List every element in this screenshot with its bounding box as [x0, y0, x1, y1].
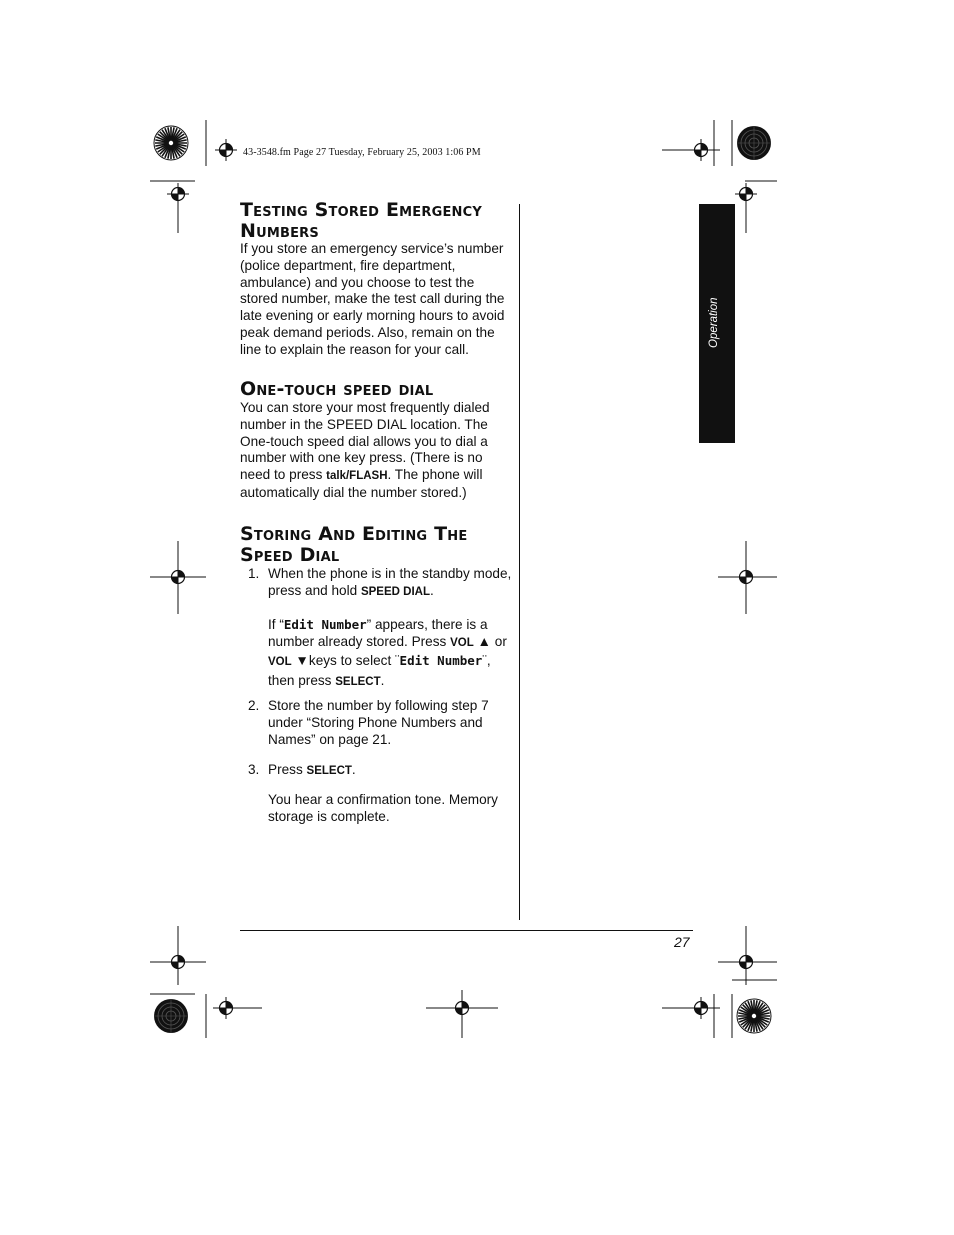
one-touch-text-a: You can store your most frequently dialed number in the SPEED DIAL location. The One-touch speed dial allows you to dial a number with one key press. (There is no need to press [240, 400, 490, 483]
step-2-number: 2. [248, 698, 260, 713]
step-3-number: 3. [248, 762, 260, 777]
step-1-text [268, 565, 515, 601]
select-key-2: SELECT [306, 765, 352, 777]
step-3-note: You hear a confirmation tone. Memory storage is complete. [268, 792, 498, 825]
step-1 [240, 565, 515, 601]
talk-flash-key: talk/FLASH [326, 470, 388, 483]
step-2 [240, 697, 515, 749]
step-3-text [268, 761, 515, 780]
arrow-down-icon: ▼ [295, 653, 309, 669]
step-1-text-a: When the phone is in the standby mode, press and hold [268, 566, 512, 599]
note-text-2: ” appears, there is a number already stored. Press [268, 617, 488, 650]
step-1-number: 1. [248, 566, 260, 581]
heading-testing-line1: Testing Stored Emergency [240, 199, 482, 221]
paragraph-testing: If you store an emergency service’s number (police department, fire department, ambulance) and you choose to test the stored number, make the test call during the late evening or early morning hours to avoid peak demand periods. Also, remain on the line to explain the reason for your call. [240, 241, 505, 357]
file-info-header: 43-3548.fm Page 27 Tuesday, February 25, 2003 1:06 PM [243, 147, 481, 158]
note-text-6: . [380, 672, 385, 688]
side-tab-label: Operation [708, 297, 720, 348]
heading-one-touch: One-touch speed dial [240, 378, 434, 400]
heading-testing-line2: Numbers [240, 220, 319, 242]
note-text-5: ¨, then press [268, 653, 491, 688]
note-text-3: or [490, 634, 507, 650]
step-1-text-b: . [429, 583, 434, 599]
select-key-1: SELECT [335, 675, 381, 688]
heading-storing-line1: Storing And Editing The [240, 523, 468, 545]
heading-storing-line2: Speed Dial [240, 544, 340, 566]
heading-testing-emergency [240, 200, 520, 242]
step-1-note [268, 616, 518, 691]
speed-dial-key: SPEED DIAL [360, 586, 430, 599]
note-text-1: If “ [268, 617, 284, 632]
note-text-4: keys to select ¨ [308, 653, 400, 669]
heading-storing-editing [240, 524, 520, 566]
footer-divider [240, 930, 693, 931]
step-3-text-b: . [351, 762, 356, 777]
vol-key-2: VOL [268, 656, 292, 669]
paragraph-one-touch [240, 400, 515, 502]
page-number: 27 [674, 934, 690, 950]
arrow-up-icon: ▲ [477, 634, 491, 650]
one-touch-text-b: . The phone will automatically dial the number stored.) [240, 467, 483, 500]
lcd-edit-number-1: Edit Number [283, 617, 367, 632]
step-3 [240, 761, 515, 780]
step-2-text: Store the number by following step 7 under “Storing Phone Numbers and Names” on page 21. [268, 698, 489, 748]
vol-key-1: VOL [450, 637, 474, 650]
lcd-edit-number-2: Edit Number [399, 653, 483, 669]
step-3-text-a: Press [268, 762, 307, 777]
